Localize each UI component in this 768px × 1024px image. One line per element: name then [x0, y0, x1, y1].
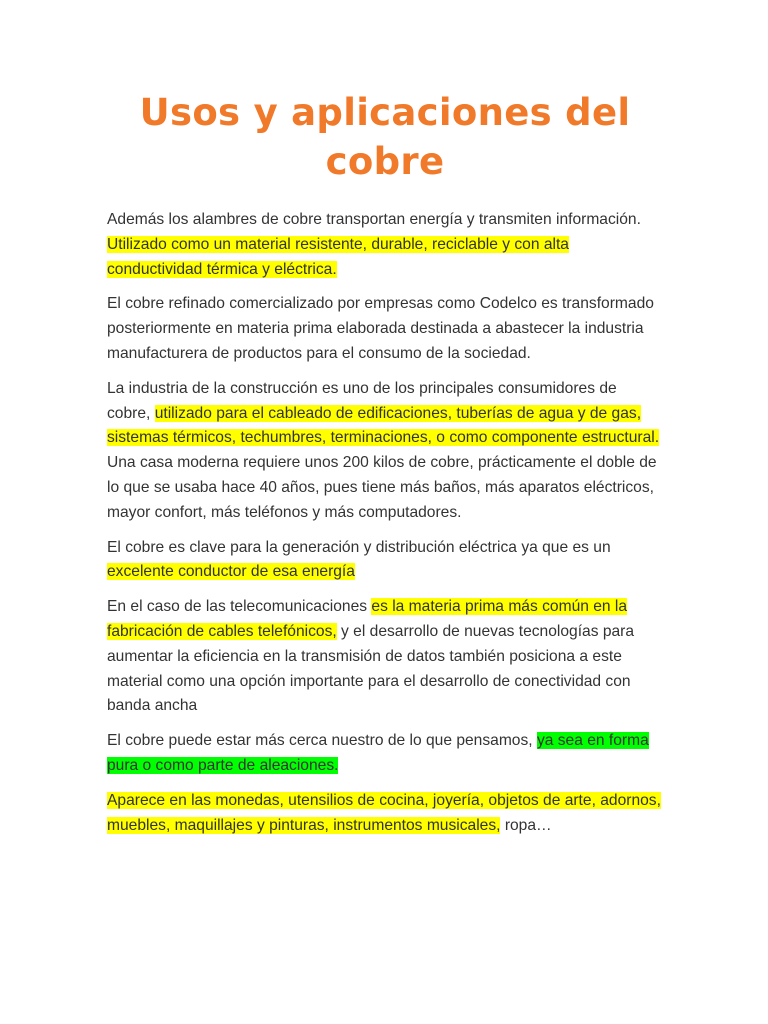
- paragraph: [107, 729, 663, 779]
- paragraph: [107, 208, 663, 282]
- highlighted-text: Aparece en las monedas, utensilios de cocina, joyería, objetos de arte, adornos, muebles, maquillajes y pinturas, instrumentos musicales,: [107, 791, 661, 834]
- text-segment: y el desarrollo de nuevas tecnologías para aumentar la eficiencia en la transmisión de datos también posiciona a este material como una opción importante para el desarrollo de conectividad con banda ancha: [107, 622, 635, 715]
- text-segment: Además los alambres de cobre transportan energía y transmiten información.: [107, 211, 641, 228]
- highlighted-text: es la materia prima más común en la fabricación de cables telefónicos,: [107, 598, 628, 640]
- paragraph: [107, 789, 663, 839]
- highlighted-text: utilizado para el cableado de edificaciones, tuberías de agua y de gas, sistemas térmicos, techumbres, terminaciones, o como componente estructural.: [107, 404, 660, 447]
- document-title: Usos y aplicaciones del cobre: [139, 91, 631, 183]
- highlighted-text: excelente conductor de esa energía: [107, 563, 355, 581]
- text-segment: El cobre puede estar más cerca nuestro de lo que pensamos,: [107, 732, 537, 750]
- text-segment: La industria de la construcción es uno de los principales consumidores de cobre,: [107, 379, 617, 422]
- text-segment: El cobre refinado comercializado por empresas como Codelco es transformado posteriormente en materia prima elaborada destinada a abastecer la industria manufacturera de productos para el consumo de la sociedad.: [107, 295, 654, 362]
- text-segment: ropa…: [500, 816, 552, 834]
- paragraph: [107, 595, 663, 719]
- text-segment: En el caso de las telecomunicaciones: [107, 598, 372, 616]
- text-segment: El cobre es clave para la generación y distribución eléctrica ya que es un: [107, 538, 611, 556]
- green-highlighted-text: ya sea en forma pura o como parte de aleaciones.: [107, 732, 649, 774]
- text-segment: Una casa moderna requiere unos 200 kilos de cobre, prácticamente el doble de lo que se usaba hace 40 años, pues tiene más baños, más aparatos eléctricos, mayor confort, más teléfonos y más computadores.: [107, 454, 657, 521]
- paragraph: [107, 377, 663, 526]
- highlighted-text: Utilizado como un material resistente, durable, reciclable y con alta conductividad térmica y eléctrica.: [107, 235, 569, 278]
- document-page: [107, 88, 663, 848]
- paragraph: [107, 536, 663, 586]
- paragraph: [107, 292, 663, 366]
